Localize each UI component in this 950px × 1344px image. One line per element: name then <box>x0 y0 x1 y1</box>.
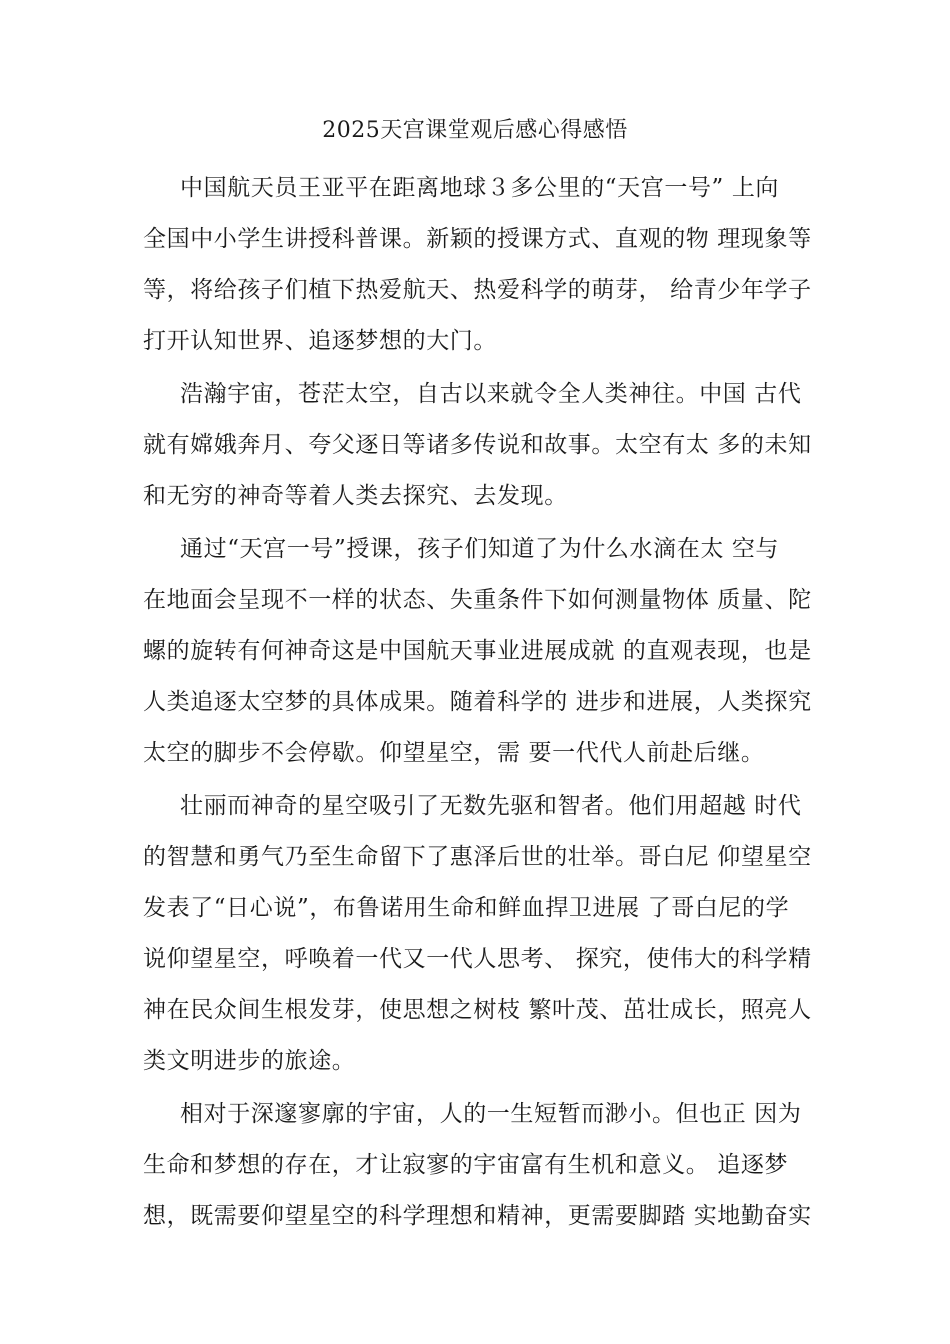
paragraph-line: 相对于深邃寥廓的宇宙，人的一生短暂而渺小。但也正 因为 <box>180 1101 802 1127</box>
paragraph-line: 等，将给孩子们植下热爱航天、热爱科学的萌芽， 给青少年学子 <box>143 277 812 303</box>
paragraph-line: 人类追逐太空梦的具体成果。随着科学的 进步和进展，人类探究 <box>143 689 812 715</box>
document-body <box>143 163 823 1242</box>
paragraph-line: 发表了“日心说”，布鲁诺用生命和鲜血捍卫进展 了哥白尼的学 <box>143 895 790 921</box>
paragraph-line: 的智慧和勇气乃至生命留下了惠泽后世的壮举。哥白尼 仰望星空 <box>143 844 812 870</box>
paragraph-line: 说仰望星空，呼唤着一代又一代人思考、 探究，使伟大的科学精 <box>143 946 812 972</box>
paragraph <box>143 781 823 1087</box>
paragraph-line: 全国中小学生讲授科普课。新颖的授课方式、直观的物 理现象等 <box>143 226 812 252</box>
paragraph <box>143 163 823 367</box>
paragraph-line: 中国航天员王亚平在距离地球３多公里的“天宫一号” 上向 <box>180 175 780 201</box>
paragraph-line: 和无穷的神奇等着人类去探究、去发现。 <box>143 483 568 509</box>
paragraph <box>143 1089 823 1242</box>
paragraph-line: 神在民众间生根发芽，使思想之树枝 繁叶茂、茁壮成长，照亮人 <box>143 997 812 1023</box>
paragraph-line: 就有嫦娥奔月、夸父逐日等诸多传说和故事。太空有太 多的未知 <box>143 432 812 458</box>
document-title: 2025天宫课堂观后感心得感悟 <box>322 118 628 143</box>
paragraph-line: 通过“天宫一号”授课，孩子们知道了为什么水滴在太 空与 <box>180 536 780 562</box>
paragraph <box>143 369 823 522</box>
paragraph-line: 生命和梦想的存在，才让寂寥的宇宙富有生机和意义。 追逐梦 <box>143 1152 789 1178</box>
paragraph-line: 太空的脚步不会停歇。仰望星空，需 要一代代人前赴后继。 <box>143 740 765 766</box>
paragraph <box>143 524 823 779</box>
paragraph-line: 想，既需要仰望星空的科学理想和精神，更需要脚踏 实地勤奋实 <box>143 1203 812 1229</box>
paragraph-line: 壮丽而神奇的星空吸引了无数先驱和智者。他们用超越 时代 <box>180 793 802 819</box>
paragraph-line: 在地面会呈现不一样的状态、失重条件下如何测量物体 质量、陀 <box>143 587 812 613</box>
paragraph-line: 类文明进步的旅途。 <box>143 1048 356 1074</box>
paragraph-line: 浩瀚宇宙，苍茫太空，自古以来就令全人类神往。中国 古代 <box>180 381 802 407</box>
paragraph-line: 打开认知世界、追逐梦想的大门。 <box>143 328 497 354</box>
paragraph-line: 螺的旋转有何神奇这是中国航天事业进展成就 的直观表现，也是 <box>143 638 812 664</box>
